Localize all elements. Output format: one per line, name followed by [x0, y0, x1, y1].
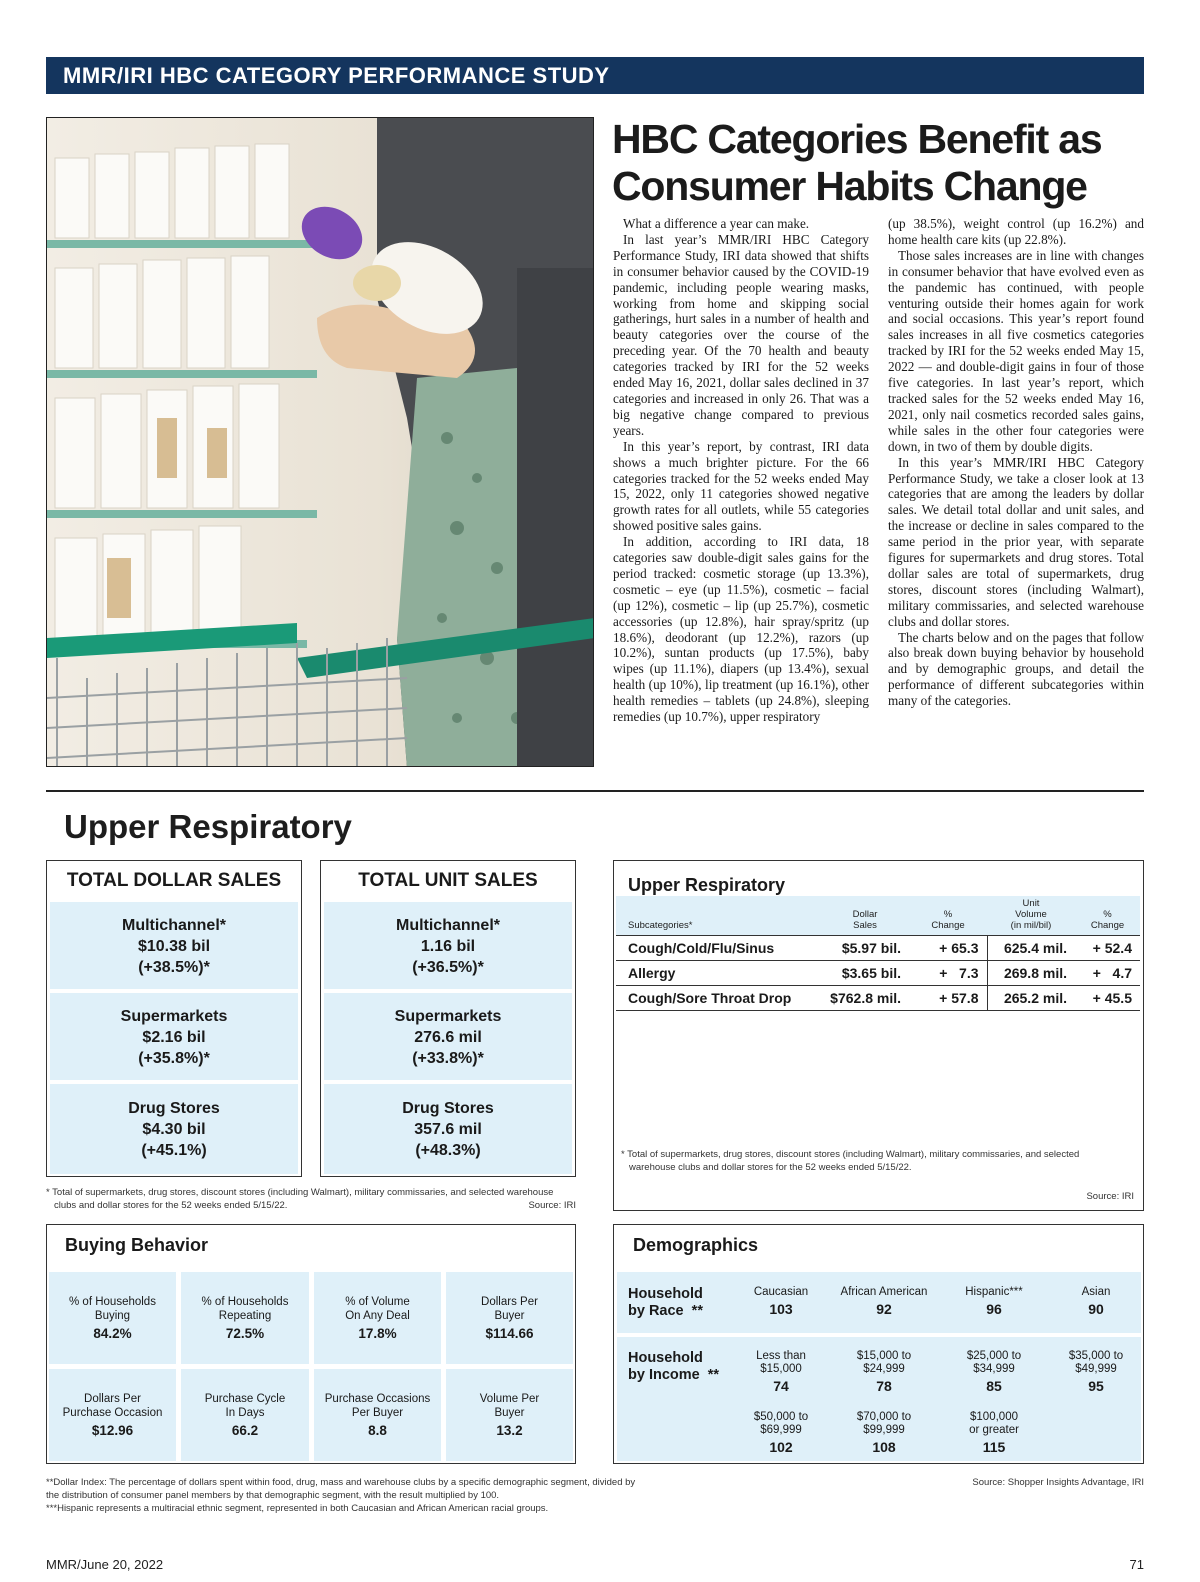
cell-label: Purchase Occasions	[324, 1393, 431, 1405]
item-value: 115	[982, 1439, 1006, 1455]
cell-label: Multichannel*	[121, 917, 226, 934]
subcategory-table	[616, 896, 1140, 1011]
item-value: 90	[1088, 1301, 1104, 1317]
cell-label: Buyer	[494, 1407, 525, 1419]
item-value: 108	[872, 1439, 896, 1455]
shopper-photo	[46, 117, 594, 767]
cell-value: $10.38 bil	[137, 938, 211, 955]
paragraph: In addition, according to IRI data, 18 categories saw double-digit sales gains for the period tracked: cosmetic storage (up 13.3%), cosmetic – eye (up 11.5%), cosmetic – facial (up 12%), cosmetic – lip (up 25.7%), cosmetic accessories (up 12.8%), hair spray/spritz (up 18.6%), deodorant (up 12.2%), razors (up 10.2%), suntan products (up 17.5%), baby wipes (up 11.1%), diapers (up 13.4%), sexual health (up 10%), lip treatment (up 16.1%), other health remedies – tablets (up 24.8%), sleeping remedies (up 10.7%), upper respiratory	[613, 534, 869, 725]
cell-value: $4.30 bil	[142, 1121, 206, 1138]
paragraph: Those sales increases are in line with changes in consumer behavior that have evolved even as the pandemic has continued, with people venturing outside their homes again for work and social occasions. This year’s report found sales increases in all five cosmetics categories tracked by IRI for the 52 weeks ended May 15, 2022 — and double-digit gains in four of those five categories. In last year’s report, which tracked sales for the 52 weeks ended May 16, 2021, only nail cosmetics recorded sales gains, while sales in the other four categories were down, in two of them by double digits.	[888, 247, 1144, 454]
item-value: 85	[986, 1378, 1002, 1394]
cell-label: Purchase Occasion	[62, 1407, 163, 1419]
header-line: (in mil/bil)	[1010, 920, 1052, 931]
bb-households-buying	[49, 1272, 176, 1364]
label-line: by Race **	[628, 1303, 703, 1319]
cell-change: (+48.3%)	[415, 1142, 481, 1159]
income-15k-25k	[838, 1350, 930, 1395]
header-line: %	[943, 909, 953, 920]
footnote-line: * Total of supermarkets, drug stores, discount stores (including Walmart), military commissaries, and selected	[621, 1149, 1080, 1160]
cell-label: Purchase Cycle	[204, 1393, 286, 1405]
section-title: Upper Respiratory	[64, 808, 352, 845]
unit-change: + 45.5	[1075, 986, 1140, 1011]
note-line: **Dollar Index: The percentage of dollars spent within food, drug, mass and warehouse clubs by a specific demographic segment, divided by	[46, 1477, 636, 1488]
total-dollar-sales-box	[46, 860, 302, 1177]
col-unit-volume	[987, 896, 1075, 936]
header-line: %	[1103, 909, 1112, 920]
cell-value: 1.16 bil	[420, 938, 476, 955]
cell-label: % of Households	[69, 1296, 156, 1308]
item-label: Asian	[1081, 1286, 1111, 1298]
subcategory-footnote	[621, 1148, 1131, 1174]
cell-label: On Any Deal	[345, 1310, 410, 1322]
cell-label: Buying	[94, 1310, 131, 1322]
source-label: Source: IRI	[528, 1200, 576, 1211]
dollar-multichannel-cell	[50, 902, 298, 989]
dollar-drugstores-cell	[50, 1084, 298, 1174]
item-label: $50,000 to	[753, 1411, 809, 1423]
header-line: Change	[1090, 920, 1125, 931]
demographics-title: Demographics	[633, 1235, 759, 1255]
header-line: Dollar	[852, 909, 878, 920]
income-50k-70k	[735, 1411, 827, 1456]
cell-value: $12.96	[91, 1423, 134, 1438]
section-divider	[46, 790, 1144, 792]
section-banner	[46, 57, 1144, 94]
item-value: 78	[876, 1378, 892, 1394]
cell-change: (+35.8%)*	[138, 1050, 210, 1067]
item-label: $15,000	[760, 1363, 802, 1375]
cell-label: Supermarkets	[394, 1008, 502, 1025]
table-row	[616, 961, 1140, 986]
unit-multichannel-cell	[324, 902, 572, 989]
item-value: 92	[876, 1301, 892, 1317]
item-label: $70,000 to	[856, 1411, 912, 1423]
dollar-supermarkets-cell	[50, 993, 298, 1080]
item-label: $100,000	[970, 1411, 1018, 1423]
note-line: ***Hispanic represents a multiracial ethnic segment, represented in both Caucasian and African American racial groups.	[46, 1503, 549, 1514]
dollar-sales: $5.97 bil.	[821, 936, 909, 961]
dollar-change: + 57.8	[909, 986, 987, 1011]
article-headline: HBC Categories Benefit as Consumer Habits Change	[612, 116, 1102, 209]
footnote-line: * Total of supermarkets, drug stores, discount stores (including Walmart), military commissaries, and selected warehouse	[46, 1187, 554, 1198]
table-header-row	[616, 896, 1140, 936]
cell-label: % of Volume	[345, 1296, 410, 1308]
race-african-american	[829, 1286, 939, 1318]
dollar-sales: $3.65 bil.	[821, 961, 909, 986]
header-line: Change	[931, 920, 965, 931]
cell-value: 13.2	[496, 1423, 523, 1438]
footnote-line: warehouse clubs and dollar stores for the 52 weeks ended 5/15/22.	[629, 1162, 912, 1173]
page-number: 71	[1129, 1557, 1144, 1572]
box-title: TOTAL UNIT SALES	[358, 870, 538, 891]
col-pct-change	[909, 896, 987, 936]
unit-change: + 52.4	[1075, 936, 1140, 961]
income-100k-plus	[948, 1411, 1040, 1456]
item-value: 96	[986, 1301, 1002, 1317]
col-dollar-sales	[821, 896, 909, 936]
cell-change: (+36.5%)*	[412, 959, 484, 976]
item-value: 74	[773, 1378, 789, 1394]
income-label	[628, 1350, 719, 1384]
item-label: or greater	[969, 1424, 1019, 1436]
race-caucasian	[735, 1286, 827, 1318]
cell-label: In Days	[225, 1407, 265, 1419]
total-unit-sales-box	[320, 860, 576, 1177]
cell-label: Dollars Per	[481, 1296, 538, 1308]
label-line: Household	[628, 1350, 703, 1366]
paragraph: The charts below and on the pages that follow also break down buying behavior by household and by demographic groups, and detail the performance of different subcategories within many of the categories.	[888, 629, 1144, 709]
item-label: $35,000 to	[1068, 1350, 1124, 1362]
paragraph: What a difference a year can make.	[623, 216, 810, 231]
subcat-name: Allergy	[616, 961, 821, 986]
cell-label: Drug Stores	[128, 1100, 220, 1117]
cell-value: 17.8%	[358, 1326, 397, 1341]
item-label: $25,000 to	[966, 1350, 1022, 1362]
cell-value: 72.5%	[225, 1326, 265, 1341]
cell-value: 357.6 mil	[414, 1121, 482, 1138]
income-35k-50k	[1050, 1350, 1142, 1395]
paragraph: (up 38.5%), weight control (up 16.2%) and home health care kits (up 22.8%).	[888, 216, 1144, 247]
item-label: $34,999	[973, 1363, 1015, 1375]
label-line: by Income **	[628, 1367, 720, 1383]
cell-label: Repeating	[218, 1310, 272, 1322]
banner-text: MMR/IRI HBC CATEGORY PERFORMANCE STUDY	[63, 63, 610, 88]
race-asian	[1050, 1286, 1142, 1318]
cell-value: $114.66	[485, 1326, 534, 1341]
cell-label: Per Buyer	[351, 1407, 404, 1419]
cell-value: 84.2%	[93, 1326, 132, 1341]
box-title: TOTAL DOLLAR SALES	[66, 870, 282, 891]
table-row	[616, 936, 1140, 961]
footnote-line: clubs and dollar stores for the 52 weeks ended 5/15/22.	[54, 1200, 288, 1211]
cell-label: Supermarkets	[120, 1008, 228, 1025]
col-subcategories: Subcategories*	[616, 896, 821, 936]
bb-volume-on-deal	[314, 1272, 441, 1364]
subcat-name: Cough/Sore Throat Drop	[616, 986, 821, 1011]
item-label: Caucasian	[753, 1286, 809, 1298]
subcat-name: Cough/Cold/Flu/Sinus	[616, 936, 821, 961]
item-label: Hispanic***	[965, 1286, 1023, 1298]
cell-label: Dollars Per	[84, 1393, 141, 1405]
race-label	[628, 1286, 703, 1320]
unit-volume: 625.4 mil.	[987, 936, 1075, 961]
cell-label: Volume Per	[479, 1393, 540, 1405]
dollar-change: + 65.3	[909, 936, 987, 961]
cell-label: Buyer	[494, 1310, 525, 1322]
item-label: Less than	[756, 1350, 806, 1362]
item-value: 95	[1088, 1378, 1104, 1394]
cell-label: Multichannel*	[395, 917, 500, 934]
unit-volume: 265.2 mil.	[987, 986, 1075, 1011]
dollar-sales: $762.8 mil.	[821, 986, 909, 1011]
table-row	[616, 986, 1140, 1011]
header-line: Volume	[1015, 909, 1047, 920]
item-value: 102	[769, 1439, 793, 1455]
source-label: Source: IRI	[1086, 1191, 1134, 1202]
bb-dollars-per-buyer	[446, 1272, 573, 1364]
unit-change: + 4.7	[1075, 961, 1140, 986]
bb-purchase-occasions	[314, 1369, 441, 1461]
paragraph: In this year’s MMR/IRI HBC Category Performance Study, we take a closer look at 13 categories that are among the leaders by dollar sales. We detail total dollar and unit sales, and the increase or decline in sales compared to the same period in the prior year, with separate figures for supermarkets and drug stores. Total dollar sales are total of supermarkets, drug stores, discount stores (including Walmart), military commissaries, and selected warehouse clubs and dollar stores.	[888, 454, 1144, 629]
subcategory-title: Upper Respiratory	[628, 875, 786, 895]
buying-behavior-title: Buying Behavior	[65, 1235, 209, 1255]
header-line: Sales	[853, 920, 877, 931]
item-label: $15,000 to	[856, 1350, 912, 1362]
article-column-1	[613, 216, 869, 725]
col-pct-change-2	[1075, 896, 1140, 936]
cell-value: 8.8	[368, 1423, 387, 1438]
income-under-15k	[735, 1350, 827, 1395]
cell-change: (+38.5%)*	[138, 959, 210, 976]
sales-footnote	[46, 1186, 576, 1212]
cell-value: 66.2	[231, 1423, 259, 1438]
dollar-change: + 7.3	[909, 961, 987, 986]
income-70k-100k	[838, 1411, 930, 1456]
item-label: $99,999	[863, 1424, 905, 1436]
note-line: the distribution of consumer panel members by that demographic segment, with the result multiplied by 100.	[46, 1490, 500, 1501]
dollar-index-notes	[46, 1476, 766, 1515]
cell-change: (+45.1%)	[141, 1142, 207, 1159]
article-column-2	[888, 216, 1144, 709]
paragraph: In this year’s report, by contrast, IRI data shows a much brighter picture. For the 66 categories tracked for the 52 weeks ended May 15, 2022, only 11 categories showed negative growth rates for all outlets, while 55 categories showed positive sales gains.	[613, 438, 869, 534]
income-25k-35k	[948, 1350, 1040, 1395]
unit-supermarkets-cell	[324, 993, 572, 1080]
item-label: African American	[840, 1286, 928, 1298]
cell-value: $2.16 bil	[142, 1029, 206, 1046]
paragraph: In last year’s MMR/IRI HBC Category Performance Study, IRI data showed that shifts in consumer behavior caused by the COVID-19 pandemic, including people wearing masks, working from home and skipping social gatherings, hurt sales in a number of health and beauty categories over the course of the preceding year. Of the 70 health and beauty categories tracked by IRI for the 52 weeks ended May 16, 2021, dollar sales declined in 37 categories and increased in only 26. That was a big negative change compared to previous years.	[613, 231, 869, 438]
unit-volume: 269.8 mil.	[987, 961, 1075, 986]
publication-date: MMR/June 20, 2022	[46, 1557, 164, 1572]
item-value: 103	[769, 1301, 793, 1317]
bb-purchase-cycle	[181, 1369, 309, 1461]
demographics-source: Source: Shopper Insights Advantage, IRI	[972, 1477, 1144, 1488]
bb-volume-per-buyer	[446, 1369, 573, 1461]
cell-label: Drug Stores	[402, 1100, 494, 1117]
label-line: Household	[628, 1286, 703, 1302]
item-label: $69,999	[760, 1424, 802, 1436]
unit-drugstores-cell	[324, 1084, 572, 1174]
bb-households-repeating	[181, 1272, 309, 1364]
bb-dollars-per-occasion	[49, 1369, 176, 1461]
cell-change: (+33.8%)*	[412, 1050, 484, 1067]
race-hispanic	[948, 1286, 1040, 1318]
cell-value: 276.6 mil	[414, 1029, 482, 1046]
footnote-line-2	[46, 1199, 576, 1212]
cell-label: % of Households	[201, 1296, 289, 1308]
item-label: $49,999	[1075, 1363, 1117, 1375]
item-label: $24,999	[863, 1363, 905, 1375]
header-line: Unit	[1022, 898, 1040, 909]
